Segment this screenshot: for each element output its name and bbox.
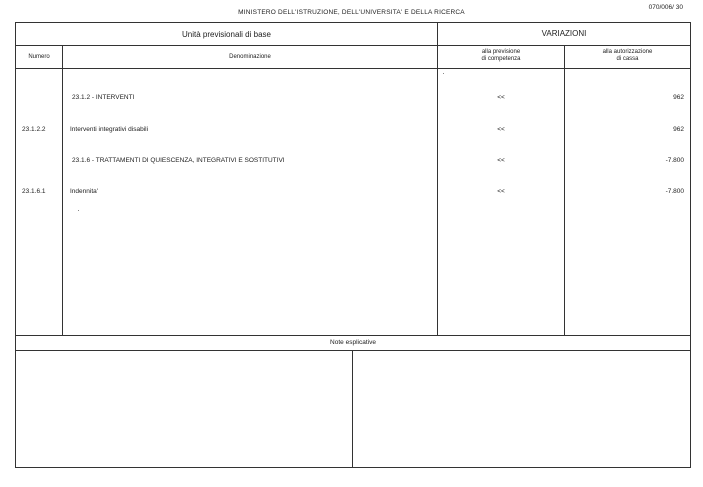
variazioni-section-title: VARIAZIONI [541, 29, 587, 38]
row-1-denominazione: 23.1.2 - INTERVENTI [72, 94, 135, 101]
row-4-numero: 23.1.6.1 [22, 188, 46, 195]
row-2-cassa: 962 [673, 126, 684, 133]
row-2-denominazione: Interventi integrativi disabili [70, 126, 149, 133]
scan-speck [78, 210, 79, 211]
variazioni-divider [437, 23, 438, 335]
column-header-divider [16, 68, 690, 69]
col-header-autorizzazione-line1: alla autorizzazione [602, 49, 653, 55]
ministry-title: MINISTERO DELL'ISTRUZIONE, DELL'UNIVERSITA' E DELLA RICERCA [238, 9, 465, 16]
row-3-denominazione: 23.1.6 - TRATTAMENTI DI QUIESCENZA, INTEGRATIVI E SOSTITUTIVI [72, 157, 285, 164]
row-3-cassa: -7.800 [665, 157, 684, 164]
notes-split-divider [352, 350, 353, 467]
col-header-denominazione: Denominazione [229, 54, 271, 60]
scan-speck [443, 73, 444, 74]
row-3-competenza: << [497, 157, 505, 164]
notes-label: Note esplicative [330, 339, 376, 346]
numero-column-divider [62, 45, 63, 335]
col-header-previsione-line1: alla previsione [481, 49, 521, 55]
budget-table-frame [15, 22, 691, 468]
row-4-denominazione: Indennita' [70, 188, 98, 195]
col-header-autorizzazione-line2: di cassa [616, 56, 639, 62]
col-header-previsione-line2: di competenza [481, 56, 521, 62]
upb-section-title: Unità previsionali di base [182, 30, 271, 39]
row-4-cassa: -7.800 [665, 188, 684, 195]
col-header-autorizzazione [565, 49, 690, 63]
col-header-previsione [438, 49, 564, 63]
row-1-cassa: 962 [673, 94, 684, 101]
page-code: 070/006/ 30 [648, 4, 683, 11]
row-2-numero: 23.1.2.2 [22, 126, 46, 133]
notes-label-divider [16, 350, 690, 351]
col-header-numero: Numero [28, 54, 50, 60]
row-2-competenza: << [497, 126, 505, 133]
row-4-competenza: << [497, 188, 505, 195]
section-header-divider [16, 45, 690, 46]
row-1-competenza: << [497, 94, 505, 101]
notes-top-divider [16, 335, 690, 336]
